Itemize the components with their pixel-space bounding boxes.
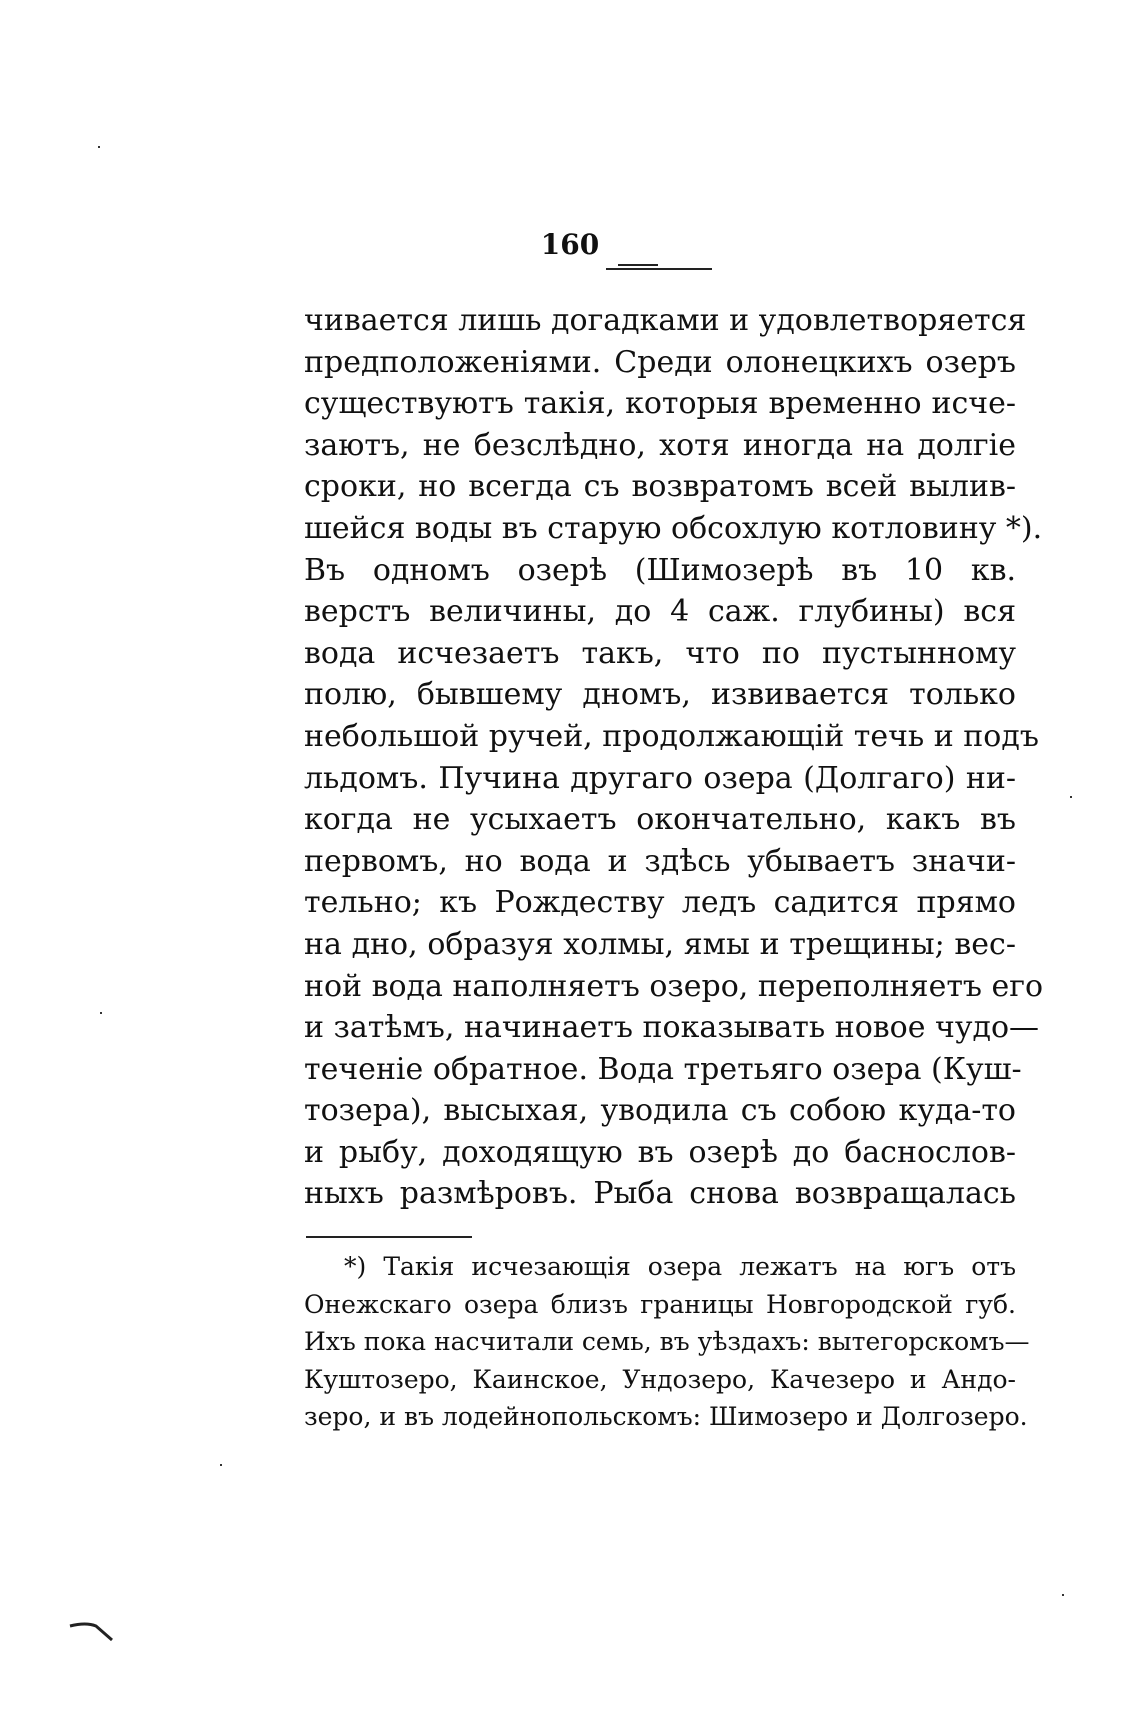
scan-speck (98, 146, 100, 148)
text-line: полю, бывшему дномъ, извивается только (304, 677, 1016, 713)
text-line: ныхъ размѣровъ. Рыба снова возвращалась (304, 1176, 1016, 1212)
text-line: когда не усыхаетъ окончательно, какъ въ (304, 802, 1016, 838)
text-line: верстъ величины, до 4 саж. глубины) вся (304, 594, 1016, 630)
text-line: ной вода наполняетъ озеро, переполняетъ его (304, 968, 1044, 1004)
scan-stroke-mark (66, 1618, 126, 1648)
text-line: тельно; къ Рождеству ледъ садится прямо (304, 885, 1016, 921)
text-line: чивается лишь догадками и удовлетворяется (304, 303, 1027, 338)
header-rule (606, 268, 712, 270)
text-line: первомъ, но вода и здѣсь убываетъ значи- (304, 843, 1016, 879)
text-line: сроки, но всегда съ возвратомъ всей вылив- (304, 469, 1016, 505)
footnote-line: *) Такія исчезающія озера лежатъ на югъ отъ (344, 1252, 1016, 1281)
footnote-block (304, 1248, 1030, 1436)
footnote-line: Куштозеро, Каинское, Ундозеро, Качезеро и Андо- (304, 1364, 1016, 1394)
footnote-line: Ихъ пока насчитали семь, въ уѣздахъ: вытегорскомъ— (304, 1327, 1030, 1357)
text-line: предположеніями. Среди олонецкихъ озеръ (304, 344, 1016, 380)
main-text-block (304, 300, 1044, 1215)
text-line: вода исчезаетъ такъ, что по пустынному (304, 635, 1016, 671)
header-rule-upper (618, 264, 658, 266)
text-line: на дно, образуя холмы, ямы и трещины; вес- (304, 926, 1016, 962)
text-line: небольшой ручей, продолжающій течь и подъ (304, 718, 1039, 754)
page-number: 160 (540, 228, 600, 261)
text-line: и затѣмъ, начинаетъ показывать новое чудо— (304, 1010, 1040, 1046)
text-line: тозера), высыхая, уводила съ собою куда-то (304, 1093, 1016, 1129)
footnote-line: Онежскаго озера близъ границы Новгородской губ. (304, 1289, 1016, 1319)
text-line: Въ одномъ озерѣ (Шимозерѣ въ 10 кв. (304, 552, 1016, 588)
text-line: льдомъ. Пучина другаго озера (Долгаго) ни- (304, 760, 1016, 796)
footnote-rule (306, 1236, 472, 1238)
scan-speck (220, 1464, 222, 1466)
text-line: шейся воды въ старую обсохлую котловину *). (304, 510, 1043, 546)
text-line: и рыбу, доходящую въ озерѣ до баснослов- (304, 1134, 1016, 1170)
scan-speck (1070, 796, 1072, 798)
scan-speck (1062, 1594, 1064, 1596)
scan-speck (100, 1012, 102, 1014)
text-line: существуютъ такія, которыя временно исче- (304, 386, 1016, 422)
footnote-line: зеро, и въ лодейнопольскомъ: Шимозеро и Долгозеро. (304, 1402, 1028, 1432)
text-line: теченіе обратное. Вода третьяго озера (Куш- (304, 1051, 1022, 1087)
text-line: заютъ, не безслѣдно, хотя иногда на долгіе (304, 427, 1016, 463)
